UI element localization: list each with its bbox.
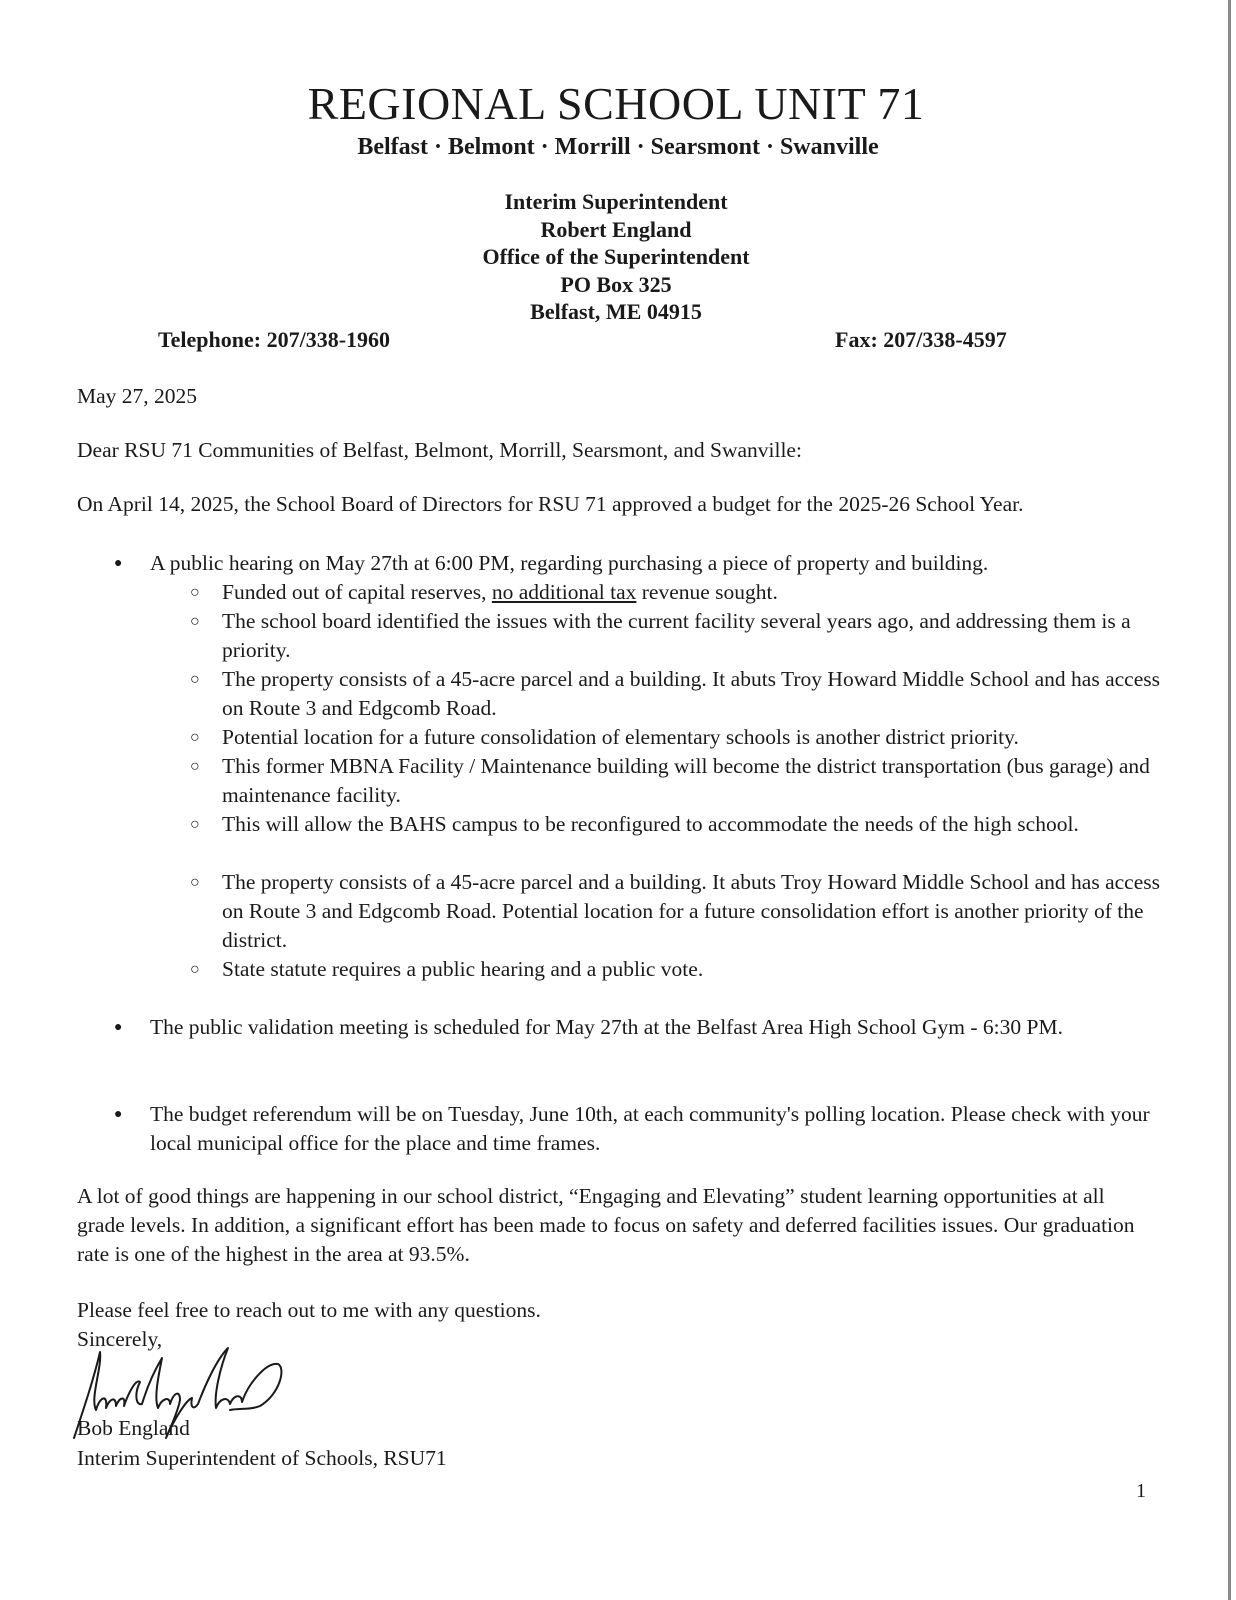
letter-salutation: Dear RSU 71 Communities of Belfast, Belmont, Morrill, Searsmont, and Swanville: — [77, 438, 802, 462]
sub-bullet-funding — [222, 578, 1172, 607]
closing-questions: Please feel free to reach out to me with any questions. — [77, 1298, 541, 1322]
office-line-city: Belfast, ME 04915 — [530, 299, 702, 324]
sub-bullet-mbna-facility: ○ This former MBNA Facility / Maintenance building will become the district transportation (bus garage) and maintenance facility. — [222, 752, 1172, 810]
sub-bullet-property-repeat: ○ The property consists of a 45-acre parcel and a building. It abuts Troy Howard Middle School and has access on Route 3 and Edgcomb Road. Potential location for a future consolidation effort is another priority of the district. — [222, 868, 1172, 955]
page-number: 1 — [1136, 1480, 1146, 1502]
bullet-budget-referendum: ● The budget referendum will be on Tuesday, June 10th, at each community's polling location. Please check with your local municipal office for the place and time frames. — [150, 1100, 1160, 1158]
sub-bullet-state-statute: ○ State statute requires a public hearing and a public vote. — [222, 955, 1172, 984]
sub-bullet-funding-underline: no additional tax — [491, 580, 637, 604]
sub-bullet-consolidation: ○ Potential location for a future consolidation of elementary schools is another district priority. — [222, 723, 1172, 752]
district-towns: Belfast · Belmont · Morrill · Searsmont · Swanville — [357, 134, 879, 160]
sub-bullet-funding-post: revenue sought. — [636, 580, 778, 604]
sub-bullet-bahs-campus: ○ This will allow the BAHS campus to be reconfigured to accommodate the needs of the high school. — [222, 810, 1172, 839]
sub-bullet-property: ○ The property consists of a 45-acre parcel and a building. It abuts Troy Howard Middle School and has access on Route 3 and Edgcomb Road. — [222, 665, 1172, 723]
bullet-validation-meeting: ● The public validation meeting is scheduled for May 27th at the Belfast Area High School Gym - 6:30 PM. — [150, 1013, 1160, 1042]
sub-bullet-funding-pre: Funded out of capital reserves, — [222, 580, 492, 604]
sub-bullet-board-issues: ○ The school board identified the issues with the current facility several years ago, and addressing them is a priority. — [222, 607, 1172, 665]
signer-title: Interim Superintendent of Schools, RSU71 — [77, 1446, 447, 1470]
telephone-number: Telephone: 207/338-1960 — [158, 327, 391, 352]
office-address-block — [0, 188, 1236, 326]
letter-intro: On April 14, 2025, the School Board of Directors for RSU 71 approved a budget for the 2025-26 School Year. — [77, 492, 1024, 516]
district-title: REGIONAL SCHOOL UNIT 71 — [307, 78, 925, 129]
signer-name: Bob England — [77, 1416, 190, 1440]
closing-paragraph: A lot of good things are happening in our school district, “Engaging and Elevating” student learning opportunities at all grade levels. In addition, a significant effort has been made to focus on safety and deferred facilities issues. Our graduation rate is one of the highest in the area at 93.5%. — [77, 1184, 1135, 1266]
office-line-office: Office of the Superintendent — [482, 244, 750, 269]
office-line-title: Interim Superintendent — [504, 189, 728, 214]
fax-number: Fax: 207/338-4597 — [835, 327, 1007, 352]
office-line-pobox: PO Box 325 — [560, 271, 672, 297]
office-line-name: Robert England — [540, 216, 692, 242]
bullet-public-hearing: ● A public hearing on May 27th at 6:00 PM, regarding purchasing a piece of property and building. — [150, 549, 1160, 578]
closing-sincerely: Sincerely, — [77, 1327, 163, 1351]
letter-date: May 27, 2025 — [77, 384, 198, 408]
